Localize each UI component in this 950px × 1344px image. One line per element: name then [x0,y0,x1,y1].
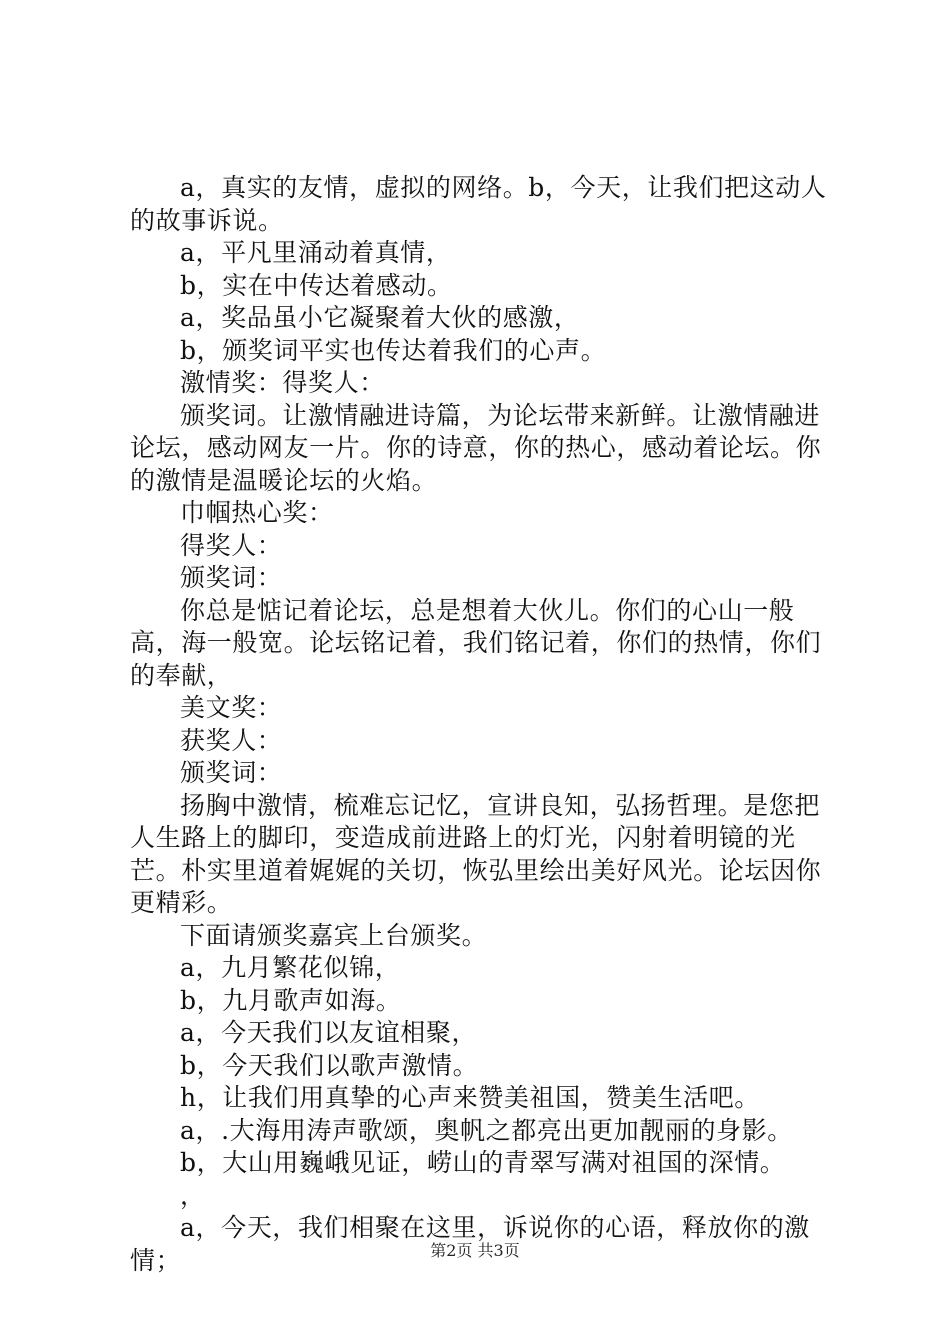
paragraph: 扬胸中激情，梳难忘记忆，宣讲良知，弘扬哲理。是您把人生路上的脚印，变造成前进路上的灯光，闪射着明镜的光芒。朴实里道着娓娓的关切，恢弘里绘出美好风光。论坛因你更精彩。 [130,790,822,917]
paragraph: 颁奖词： [180,563,283,592]
document-body [130,172,830,1277]
paragraph: b，大山用巍峨见证，崂山的青翠写满对祖国的深情。 [180,1148,786,1177]
paragraph: 你总是惦记着论坛，总是想着大伙儿。你们的心山一般高，海一般宽。论坛铭记着，我们铭记着，你们的热情，你们的奉献， [130,595,822,690]
paragraph: 得奖人： [180,530,283,560]
paragraph: 激情奖：得奖人： [180,368,385,397]
paragraph: a，今天，我们相聚在这里，诉说你的心语，释放你的激情； [130,1213,810,1275]
paragraph: h，让我们用真挚的心声来赞美祖国，赞美生活吧。 [180,1083,760,1112]
paragraph: 获奖人： [180,725,283,755]
paragraph: 颁奖词： [180,758,283,787]
paragraph: a，今天我们以友谊相聚， [180,1018,478,1047]
paragraph: a，平凡里涌动着真情， [180,238,452,267]
paragraph: 巾帼热心奖： [180,498,334,527]
paragraph: ， [180,1180,206,1210]
paragraph: a，九月繁花似锦， [180,953,401,982]
paragraph: b，今天我们以歌声激情。 [180,1050,479,1080]
paragraph: 美文奖： [180,693,283,722]
page-number-footer: 第2页 共3页 [430,1241,520,1260]
paragraph: a，.大海用涛声歌颂，奥帆之都亮出更加靓丽的身影。 [180,1115,793,1145]
paragraph: a，奖品虽小它凝聚着大伙的感激， [180,303,580,332]
paragraph: 颁奖词。让激情融进诗篇，为论坛带来新鲜。让激情融进论坛，感动网友一片。你的诗意，你的热心，感动着论坛。你的激情是温暖论坛的火焰。 [130,400,822,495]
paragraph: 下面请颁奖嘉宾上台颁奖。 [180,920,488,950]
paragraph: a，真实的友情，虚拟的网络。b，今天，让我们把这动人的故事诉说。 [130,173,827,235]
paragraph: b，颁奖词平实也传达着我们的心声。 [180,335,607,365]
paragraph: b，九月歌声如海。 [180,985,402,1015]
paragraph: b，实在中传达着感动。 [180,270,453,300]
